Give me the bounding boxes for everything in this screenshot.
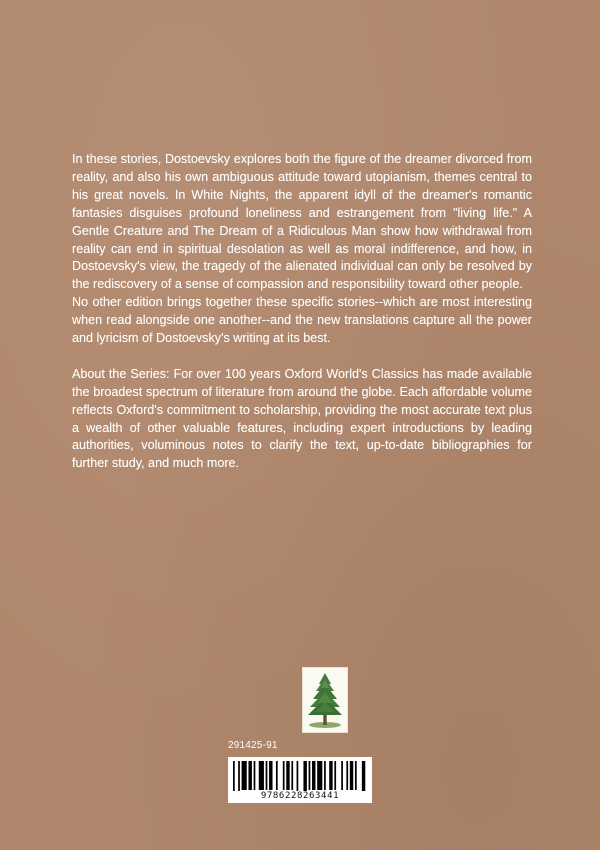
barcode-bar xyxy=(341,761,343,790)
barcode-bar xyxy=(309,761,311,790)
barcode-bar xyxy=(329,761,332,790)
barcode-bar xyxy=(248,761,251,790)
barcode-bar xyxy=(269,761,272,790)
barcode-bar xyxy=(276,761,278,790)
barcode-bar xyxy=(297,761,299,795)
barcode-bars xyxy=(233,761,367,795)
barcode-bar xyxy=(259,761,264,790)
barcode-bar xyxy=(355,761,357,790)
barcode-bar xyxy=(286,761,289,790)
barcode xyxy=(228,757,372,803)
barcode-digits: 9786228263441 xyxy=(233,791,367,801)
barcode-bar xyxy=(254,761,256,790)
barcode-bar xyxy=(242,761,247,790)
barcode-bar xyxy=(266,761,268,790)
barcode-bar xyxy=(324,761,326,790)
barcode-bar xyxy=(238,761,240,795)
barcode-bar xyxy=(317,761,322,790)
blurb-paragraph: In these stories, Dostoevsky explores both the figure of the dreamer divorced from reality, and also his own ambiguous attitude toward utopianism, themes central to his great novels. In White Nights, the apparent idyll of the dreamer's romantic fantasies disguises profound loneliness and estrangement from "living life." A Gentle Creature and The Dream of a Ridiculous Man show how withdrawal from reality can end in spiritual desolation as well as moral indifference, and how, in Dostoevsky's view, the tragedy of the alienated individual can only be resolved by the rediscovery of a sense of compassion and responsibility toward other people. xyxy=(72,152,532,292)
barcode-bar xyxy=(346,761,348,790)
barcode-bar xyxy=(303,761,306,795)
barcode-bar xyxy=(362,761,365,795)
product-code: 291425-91 xyxy=(228,740,278,751)
series-paragraph: About the Series: For over 100 years Oxford World's Classics has made available the broadest spectrum of literature from around the globe. Each affordable volume reflects Oxford's commitment to scholarship, providing the most accurate text plus a wealth of other valuable features, including expert introductions by leading authorities, voluminous notes to clarify the text, up-to-date bibliographies for further study, and much more. xyxy=(72,366,532,471)
barcode-bar xyxy=(283,761,285,790)
back-cover-blurb xyxy=(72,151,532,473)
barcode-bar xyxy=(334,761,336,790)
tree-icon xyxy=(303,668,347,732)
barcode-bar xyxy=(291,761,293,790)
publisher-emblem xyxy=(302,667,348,733)
barcode-bar xyxy=(312,761,315,790)
barcode-bar xyxy=(233,761,235,795)
barcode-bar xyxy=(350,761,353,790)
blurb-paragraph: No other edition brings together these specific stories--which are most interesting when read alongside one another--and the new translations capture all the power and lyricism of Dostoevsky's writing at its best. xyxy=(72,295,532,346)
